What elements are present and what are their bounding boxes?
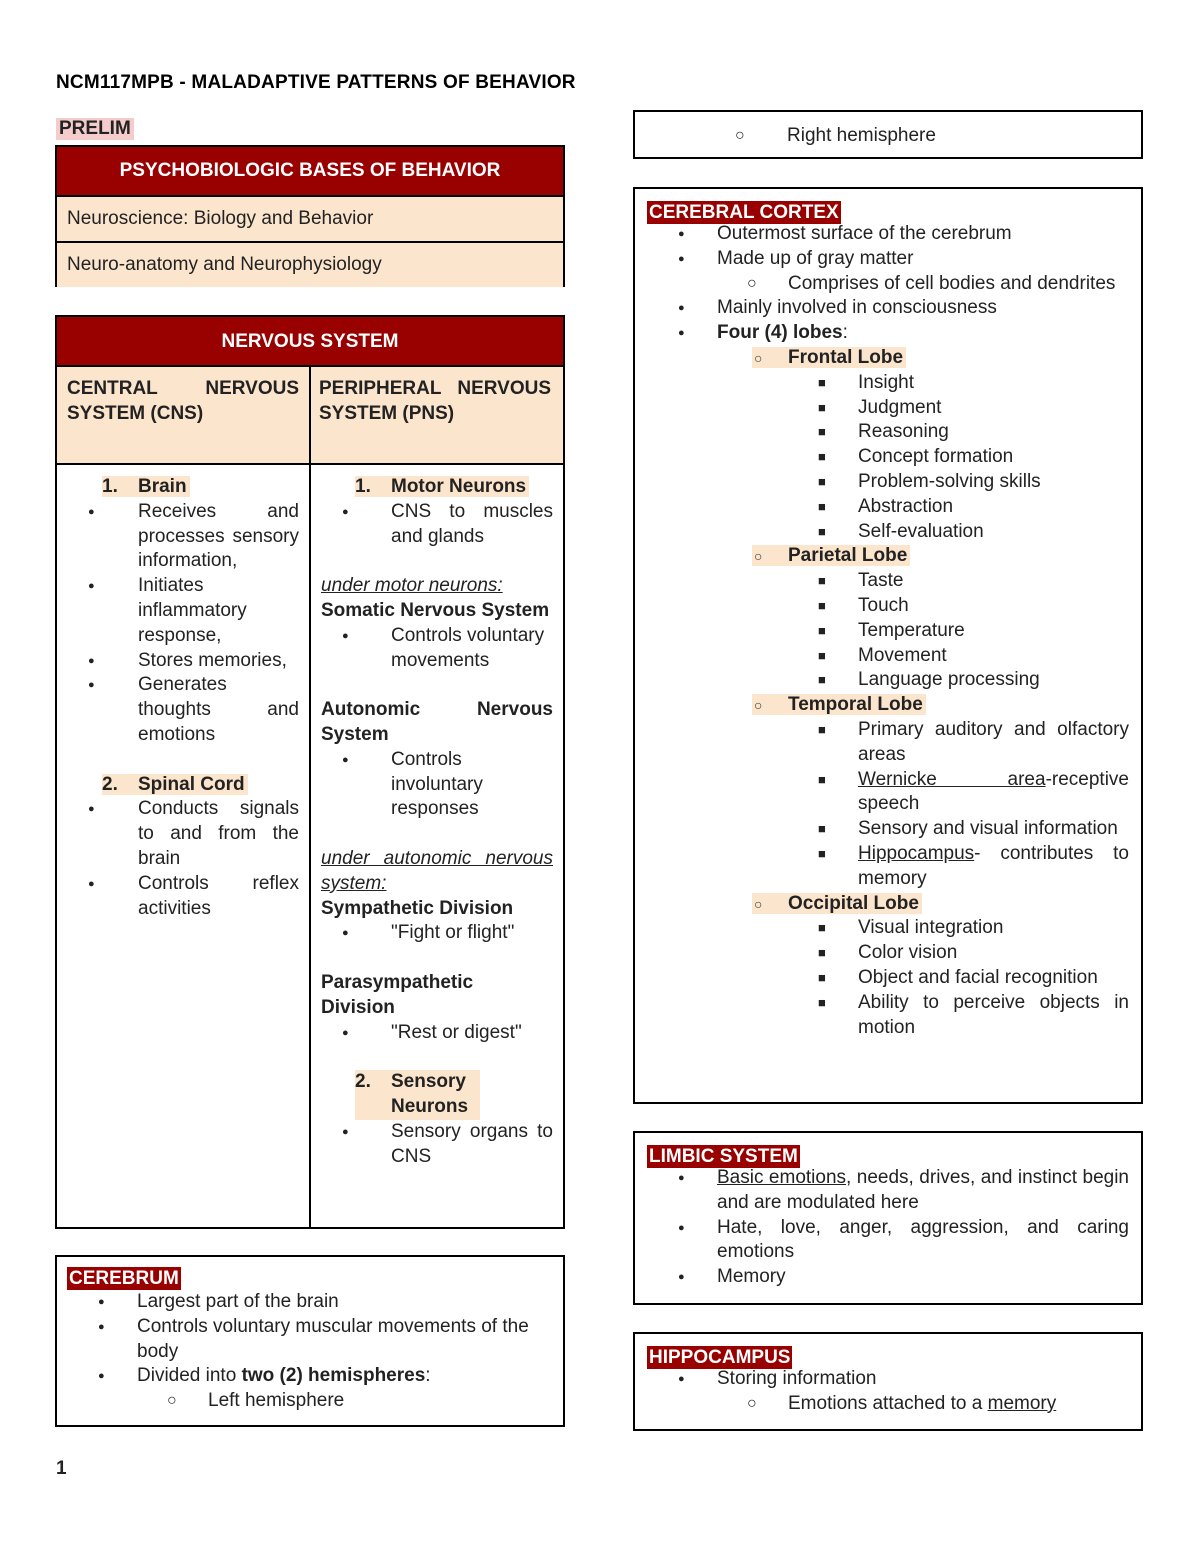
list-item: ● Four (4) lobes: <box>647 321 1129 346</box>
list-item: ● Conducts signals to and from the brain <box>57 797 299 871</box>
spinal-list <box>57 797 299 921</box>
list-item: ● Outermost surface of the cerebrum <box>647 222 1129 247</box>
temporal-lobe-heading: Temporal Lobe ○ <box>647 693 1129 718</box>
under-autonomic-label: under autonomic nervous system: <box>321 847 553 894</box>
cns-column <box>57 475 309 1229</box>
list-item: ■ Primary auditory and olfactory areas <box>647 718 1129 768</box>
parasympathetic-list <box>311 1021 553 1046</box>
autonomic-list <box>311 748 553 822</box>
psychobiologic-title: PSYCHOBIOLOGIC BASES OF BEHAVIOR <box>57 147 563 195</box>
list-item: ● Controls reflex activities <box>57 872 299 922</box>
spinal-cord-heading: 2. Spinal Cord <box>57 773 309 798</box>
sensory-list <box>311 1120 553 1170</box>
cerebral-cortex-tag: CEREBRAL CORTEX <box>649 202 839 223</box>
list-item: ■ Movement <box>647 644 1129 669</box>
hippocampus-tag: HIPPOCAMPUS <box>649 1347 791 1368</box>
list-item: ○ Comprises of cell bodies and dendrites <box>647 272 1129 297</box>
list-item: ○ Left hemisphere <box>67 1389 553 1414</box>
motor-neurons-heading: 1. Motor Neurons <box>311 475 553 500</box>
list-item: ■ Self-evaluation <box>647 520 1129 545</box>
parasympathetic-heading: Parasympathetic Division <box>321 971 474 1018</box>
limbic-system-box <box>633 1131 1143 1305</box>
list-item: ● Controls voluntary movements <box>311 624 553 674</box>
list-item: ■ Touch <box>647 594 1129 619</box>
list-item: ■ Color vision <box>647 941 1129 966</box>
circle-icon: ○ <box>754 548 763 565</box>
list-item: ■ Concept formation <box>647 445 1129 470</box>
list-item: ■ Judgment <box>647 396 1129 421</box>
list-item: ● "Fight or flight" <box>311 921 553 946</box>
frontal-list <box>647 371 1129 545</box>
cerebrum-box <box>55 1255 565 1427</box>
circle-icon: ○ <box>754 895 763 912</box>
nervous-system-table <box>55 315 565 1229</box>
page-number: 1 <box>56 1458 67 1479</box>
cerebrum-list <box>67 1290 553 1414</box>
list-item: ● Hate, love, anger, aggression, and caring emotions <box>647 1216 1129 1266</box>
list-item: ■ Object and facial recognition <box>647 966 1129 991</box>
hippocampus-box <box>633 1332 1143 1431</box>
right-hemisphere-box <box>633 110 1143 159</box>
occipital-lobe-heading: Occipital Lobe ○ <box>647 892 1129 917</box>
list-item: ● Made up of gray matter <box>647 247 1129 272</box>
list-item: ● Largest part of the brain <box>67 1290 553 1315</box>
cerebral-cortex-box <box>633 187 1143 1104</box>
list-item: ■ Sensory and visual information <box>647 817 1129 842</box>
list-item: ■ Wernicke area-receptive speech <box>647 768 1129 818</box>
prelim-label: PRELIM <box>56 118 134 140</box>
list-item: ■ Taste <box>647 569 1129 594</box>
circle-icon: ○ <box>754 349 763 366</box>
brain-list <box>57 500 299 748</box>
frontal-lobe-heading: Frontal Lobe ○ <box>647 346 1129 371</box>
cortex-list <box>647 222 1129 346</box>
list-item: ● Controls involuntary responses <box>311 748 553 822</box>
temporal-list <box>647 718 1129 892</box>
cns-header: CENTRAL NERVOUS SYSTEM (CNS) <box>67 378 299 424</box>
list-item: ● Controls voluntary muscular movements of the body <box>67 1315 553 1365</box>
motor-list <box>311 500 553 550</box>
list-item: ● Memory <box>647 1265 1129 1290</box>
list-item: ■ Visual integration <box>647 916 1129 941</box>
list-item: ■ Abstraction <box>647 495 1129 520</box>
list-item: ■ Reasoning <box>647 420 1129 445</box>
cerebrum-tag: CEREBRUM <box>69 1268 179 1289</box>
list-item: ● Storing information <box>647 1367 1129 1392</box>
nervous-system-title: NERVOUS SYSTEM <box>57 317 563 365</box>
pns-header: PERIPHERAL NERVOUS SYSTEM (PNS) <box>319 378 551 424</box>
list-item: ● Receives and processes sensory information, <box>57 500 299 574</box>
psychobiologic-row-2: Neuro-anatomy and Neurophysiology <box>57 241 563 287</box>
list-item: ● Generates thoughts and emotions <box>57 673 299 747</box>
ns-header-row <box>57 365 563 465</box>
list-item: ■ Language processing <box>647 668 1129 693</box>
circle-icon: ○ <box>754 697 763 714</box>
parietal-lobe-heading: Parietal Lobe ○ <box>647 544 1129 569</box>
limbic-list <box>647 1166 1129 1290</box>
list-item: ● CNS to muscles and glands <box>311 500 553 550</box>
pns-column <box>311 475 553 1229</box>
column-divider <box>309 367 311 463</box>
list-item: ● Divided into two (2) hemispheres: <box>67 1364 553 1389</box>
hippocampus-list <box>647 1367 1129 1417</box>
sympathetic-list <box>311 921 553 946</box>
somatic-list <box>311 624 553 674</box>
list-item: ■ Insight <box>647 371 1129 396</box>
list-item: ● Initiates inflammatory response, <box>57 574 299 648</box>
autonomic-heading: Autonomic Nervous System <box>321 699 553 745</box>
list-item: ○ Emotions attached to a memory <box>647 1392 1129 1417</box>
list-item: ● Sensory organs to CNS <box>311 1120 553 1170</box>
list-item: ○ Right hemisphere <box>635 124 1141 149</box>
psychobiologic-table <box>55 145 565 287</box>
occipital-list <box>647 916 1129 1040</box>
list-item: ■ Problem-solving skills <box>647 470 1129 495</box>
under-motor-label: under motor neurons: <box>321 575 503 597</box>
ns-body-row <box>57 465 563 1229</box>
list-item: ● Stores memories, <box>57 649 299 674</box>
psychobiologic-row-1: Neuroscience: Biology and Behavior <box>57 195 563 241</box>
list-item: ● Mainly involved in consciousness <box>647 296 1129 321</box>
limbic-system-tag: LIMBIC SYSTEM <box>649 1146 798 1167</box>
somatic-heading: Somatic Nervous System <box>321 599 550 621</box>
list-item: ● Basic emotions, needs, drives, and instinct begin and are modulated here <box>647 1166 1129 1216</box>
sympathetic-heading: Sympathetic Division <box>321 897 514 919</box>
list-item: ● "Rest or digest" <box>311 1021 553 1046</box>
list-item: ■ Temperature <box>647 619 1129 644</box>
parietal-list <box>647 569 1129 693</box>
brain-heading: 1. Brain <box>57 475 309 500</box>
sensory-neurons-heading: 2. Sensory Neurons <box>311 1070 553 1120</box>
list-item: ■ Ability to perceive objects in motion <box>647 991 1129 1041</box>
document-title: NCM117MPB - MALADAPTIVE PATTERNS OF BEHAVIOR <box>56 72 576 93</box>
list-item: ■ Hippocampus- contributes to memory <box>647 842 1129 892</box>
